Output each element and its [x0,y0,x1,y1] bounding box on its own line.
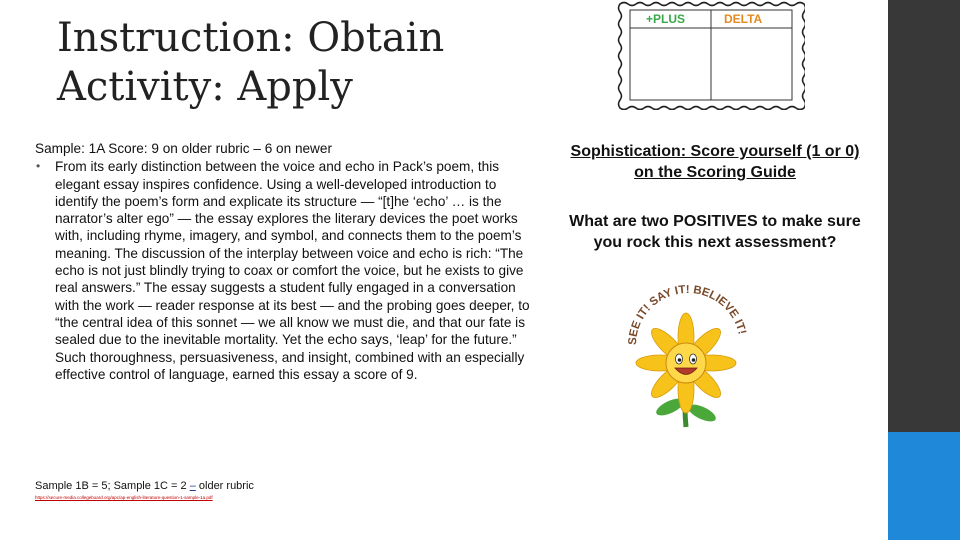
positives-question-line2: you rock this next assessment? [593,234,837,251]
bullet-text: From its early distinction between the voice and echo in Pack’s poem, this elegant essay inspires confidence. Using a well-developed introduction to identify the poem’s form and explicate its structure — “[t]he ‘echo’ … is the narrator’s alter ego” — the essay explores the literary devices the poet works with, including rhyme, imagery, and symbol, and connects them to the poem’s meaning. The discussion of the interplay between voice and echo is rich: “The echo is not just blindly trying to coax or comfort the voice, but he exists to give real answers.” The essay suggests a student fully engaged in a conversation with the work — reader response at its best — and the probing goes deeper, to “the central idea of this sonnet — we all know we must die, and that our fate is sealed due to the inevitable mortality. Yet the echo says, ‘leap’ for the future.” Such thoroughness, persuasiveness, and insight, combined with an especially effective control of language, earned this essay a score of 9. [55,159,530,382]
chart-delta-label: DELTA [724,12,763,26]
sidebar-blue-accent [888,432,960,540]
positives-question [545,211,885,253]
sunflower-arc-text: SEE IT! SAY IT! BELIEVE IT! [626,283,748,346]
sophistication-heading-line1: Sophistication: Score yourself (1 or 0) [570,143,860,160]
slide-title-line2: Activity: Apply [57,64,353,110]
bullet-item [35,158,530,383]
slide-title-line1: Instruction: Obtain [57,15,445,61]
other-scores-text: Sample 1B = 5; Sample 1C = 2 [35,480,190,492]
other-scores-line [35,480,254,492]
sunflower-motivation-image [624,267,748,430]
sample-score-line: Sample: 1A Score: 9 on older rubric – 6 on newer [35,141,332,156]
positives-question-line1: What are two POSITIVES to make sure [569,213,861,230]
chart-plus-label: +PLUS [646,12,686,26]
other-scores-suffix: older rubric [195,480,254,492]
sample-content [35,140,530,383]
slide-title [57,14,477,112]
source-link[interactable]: https://secure-media.collegeboard.org/apc/ap-english-literature-question-1-sample-1a.pdf [35,495,213,500]
sophistication-heading-line2: on the Scoring Guide [634,164,796,181]
other-scores-link[interactable]: – [189,480,196,492]
bullet-dot-icon: • [36,159,41,174]
plus-delta-chart-image [616,0,805,110]
sophistication-heading [545,141,885,183]
